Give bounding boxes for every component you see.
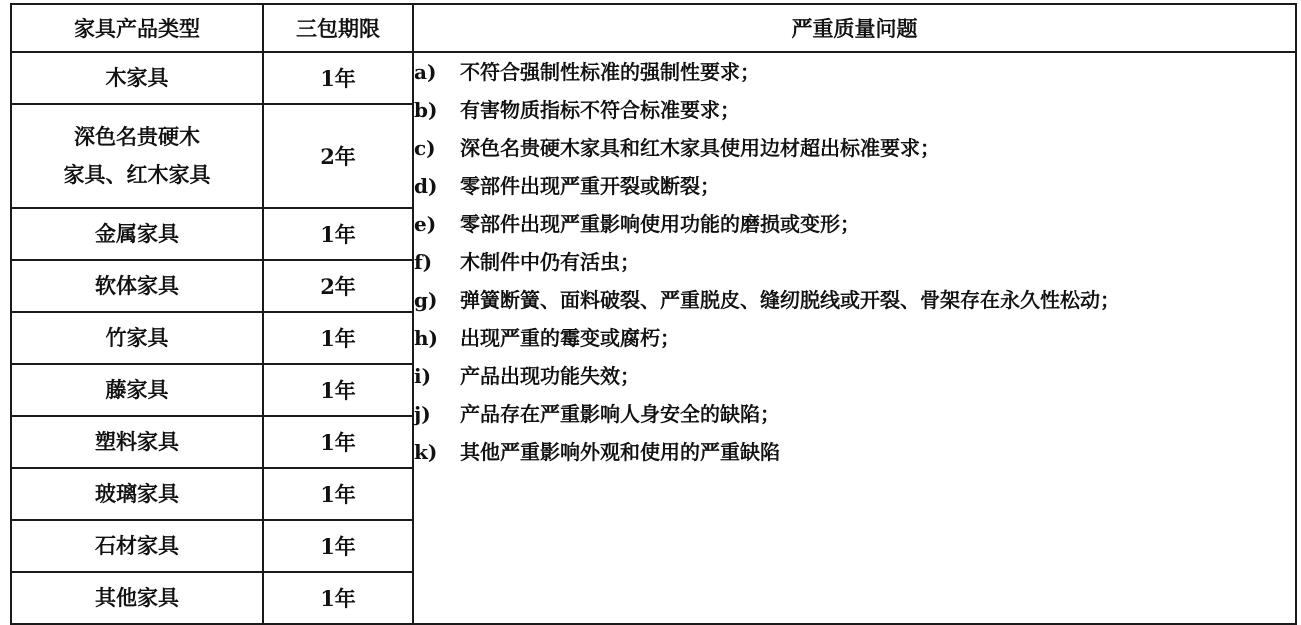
quality-issues-list bbox=[414, 53, 1295, 471]
product-type-line: 其他家具 bbox=[95, 585, 179, 610]
product-type-cell bbox=[11, 520, 263, 572]
warranty-period-cell: 1年 bbox=[263, 416, 413, 468]
quality-issues-cell bbox=[413, 52, 1296, 624]
issue-marker: e) bbox=[414, 212, 437, 236]
issue-item bbox=[414, 243, 1295, 281]
warranty-period-cell: 2年 bbox=[263, 260, 413, 312]
warranty-period-cell: 1年 bbox=[263, 468, 413, 520]
product-type-line: 玻璃家具 bbox=[95, 481, 179, 506]
issue-item bbox=[414, 167, 1295, 205]
warranty-table-wrapper bbox=[10, 3, 1295, 617]
header-product-type: 家具产品类型 bbox=[11, 4, 263, 52]
issue-text: 零部件出现严重开裂或断裂； bbox=[460, 174, 720, 198]
product-type-cell bbox=[11, 364, 263, 416]
table-body bbox=[11, 52, 1296, 624]
warranty-period-cell: 1年 bbox=[263, 208, 413, 260]
product-type-line: 家具、红木家具 bbox=[63, 162, 211, 187]
issue-text: 深色名贵硬木家具和红木家具使用边材超出标准要求； bbox=[460, 136, 940, 160]
issue-marker: j) bbox=[414, 402, 431, 426]
issue-marker: f) bbox=[414, 250, 433, 274]
product-type-cell bbox=[11, 468, 263, 520]
issue-text: 有害物质指标不符合标准要求； bbox=[460, 98, 740, 122]
issue-item bbox=[414, 319, 1295, 357]
product-type-line: 藤家具 bbox=[105, 377, 169, 402]
warranty-period-cell: 1年 bbox=[263, 520, 413, 572]
warranty-table bbox=[10, 3, 1297, 625]
warranty-period-cell: 1年 bbox=[263, 364, 413, 416]
product-type-line: 竹家具 bbox=[105, 325, 169, 350]
product-type-line: 石材家具 bbox=[95, 533, 179, 558]
issue-item bbox=[414, 53, 1295, 91]
issue-marker: d) bbox=[414, 174, 438, 198]
issue-text: 零部件出现严重影响使用功能的磨损或变形； bbox=[460, 212, 860, 236]
product-type-cell bbox=[11, 572, 263, 624]
product-type-cell bbox=[11, 260, 263, 312]
product-type-cell bbox=[11, 52, 263, 104]
issue-marker: k) bbox=[414, 440, 438, 464]
warranty-period-cell: 1年 bbox=[263, 52, 413, 104]
issue-item bbox=[414, 91, 1295, 129]
product-type-cell bbox=[11, 104, 263, 208]
issue-item bbox=[414, 129, 1295, 167]
issue-text: 出现严重的霉变或腐朽； bbox=[460, 326, 680, 350]
issue-marker: g) bbox=[414, 288, 438, 312]
product-type-line: 金属家具 bbox=[95, 221, 179, 246]
issue-marker: h) bbox=[414, 326, 439, 350]
header-warranty-period: 三包期限 bbox=[263, 4, 413, 52]
issue-text: 其他严重影响外观和使用的严重缺陷 bbox=[460, 440, 780, 464]
issue-item bbox=[414, 395, 1295, 433]
issue-text: 产品存在严重影响人身安全的缺陷； bbox=[460, 402, 780, 426]
product-type-cell bbox=[11, 208, 263, 260]
issue-item bbox=[414, 281, 1295, 319]
warranty-period-cell: 1年 bbox=[263, 572, 413, 624]
product-type-line: 软体家具 bbox=[95, 273, 179, 298]
warranty-period-cell: 2年 bbox=[263, 104, 413, 208]
issue-text: 弹簧断簧、面料破裂、严重脱皮、缝纫脱线或开裂、骨架存在永久性松动； bbox=[460, 288, 1120, 312]
issue-marker: b) bbox=[414, 98, 438, 122]
header-row bbox=[11, 4, 1296, 52]
table-row bbox=[11, 52, 1296, 104]
issue-text: 产品出现功能失效； bbox=[460, 364, 640, 388]
header-quality-issues: 严重质量问题 bbox=[413, 4, 1296, 52]
issue-item bbox=[414, 433, 1295, 471]
product-type-line: 木家具 bbox=[105, 65, 169, 90]
product-type-cell bbox=[11, 312, 263, 364]
issue-marker: i) bbox=[414, 364, 432, 388]
issue-text: 不符合强制性标准的强制性要求； bbox=[460, 60, 760, 84]
product-type-line: 塑料家具 bbox=[95, 429, 179, 454]
issue-text: 木制件中仍有活虫； bbox=[460, 250, 640, 274]
product-type-line: 深色名贵硬木 bbox=[74, 124, 200, 149]
product-type-cell bbox=[11, 416, 263, 468]
issue-marker: c) bbox=[414, 136, 436, 160]
issue-item bbox=[414, 357, 1295, 395]
issue-item bbox=[414, 205, 1295, 243]
warranty-period-cell: 1年 bbox=[263, 312, 413, 364]
issue-marker: a) bbox=[414, 60, 437, 84]
